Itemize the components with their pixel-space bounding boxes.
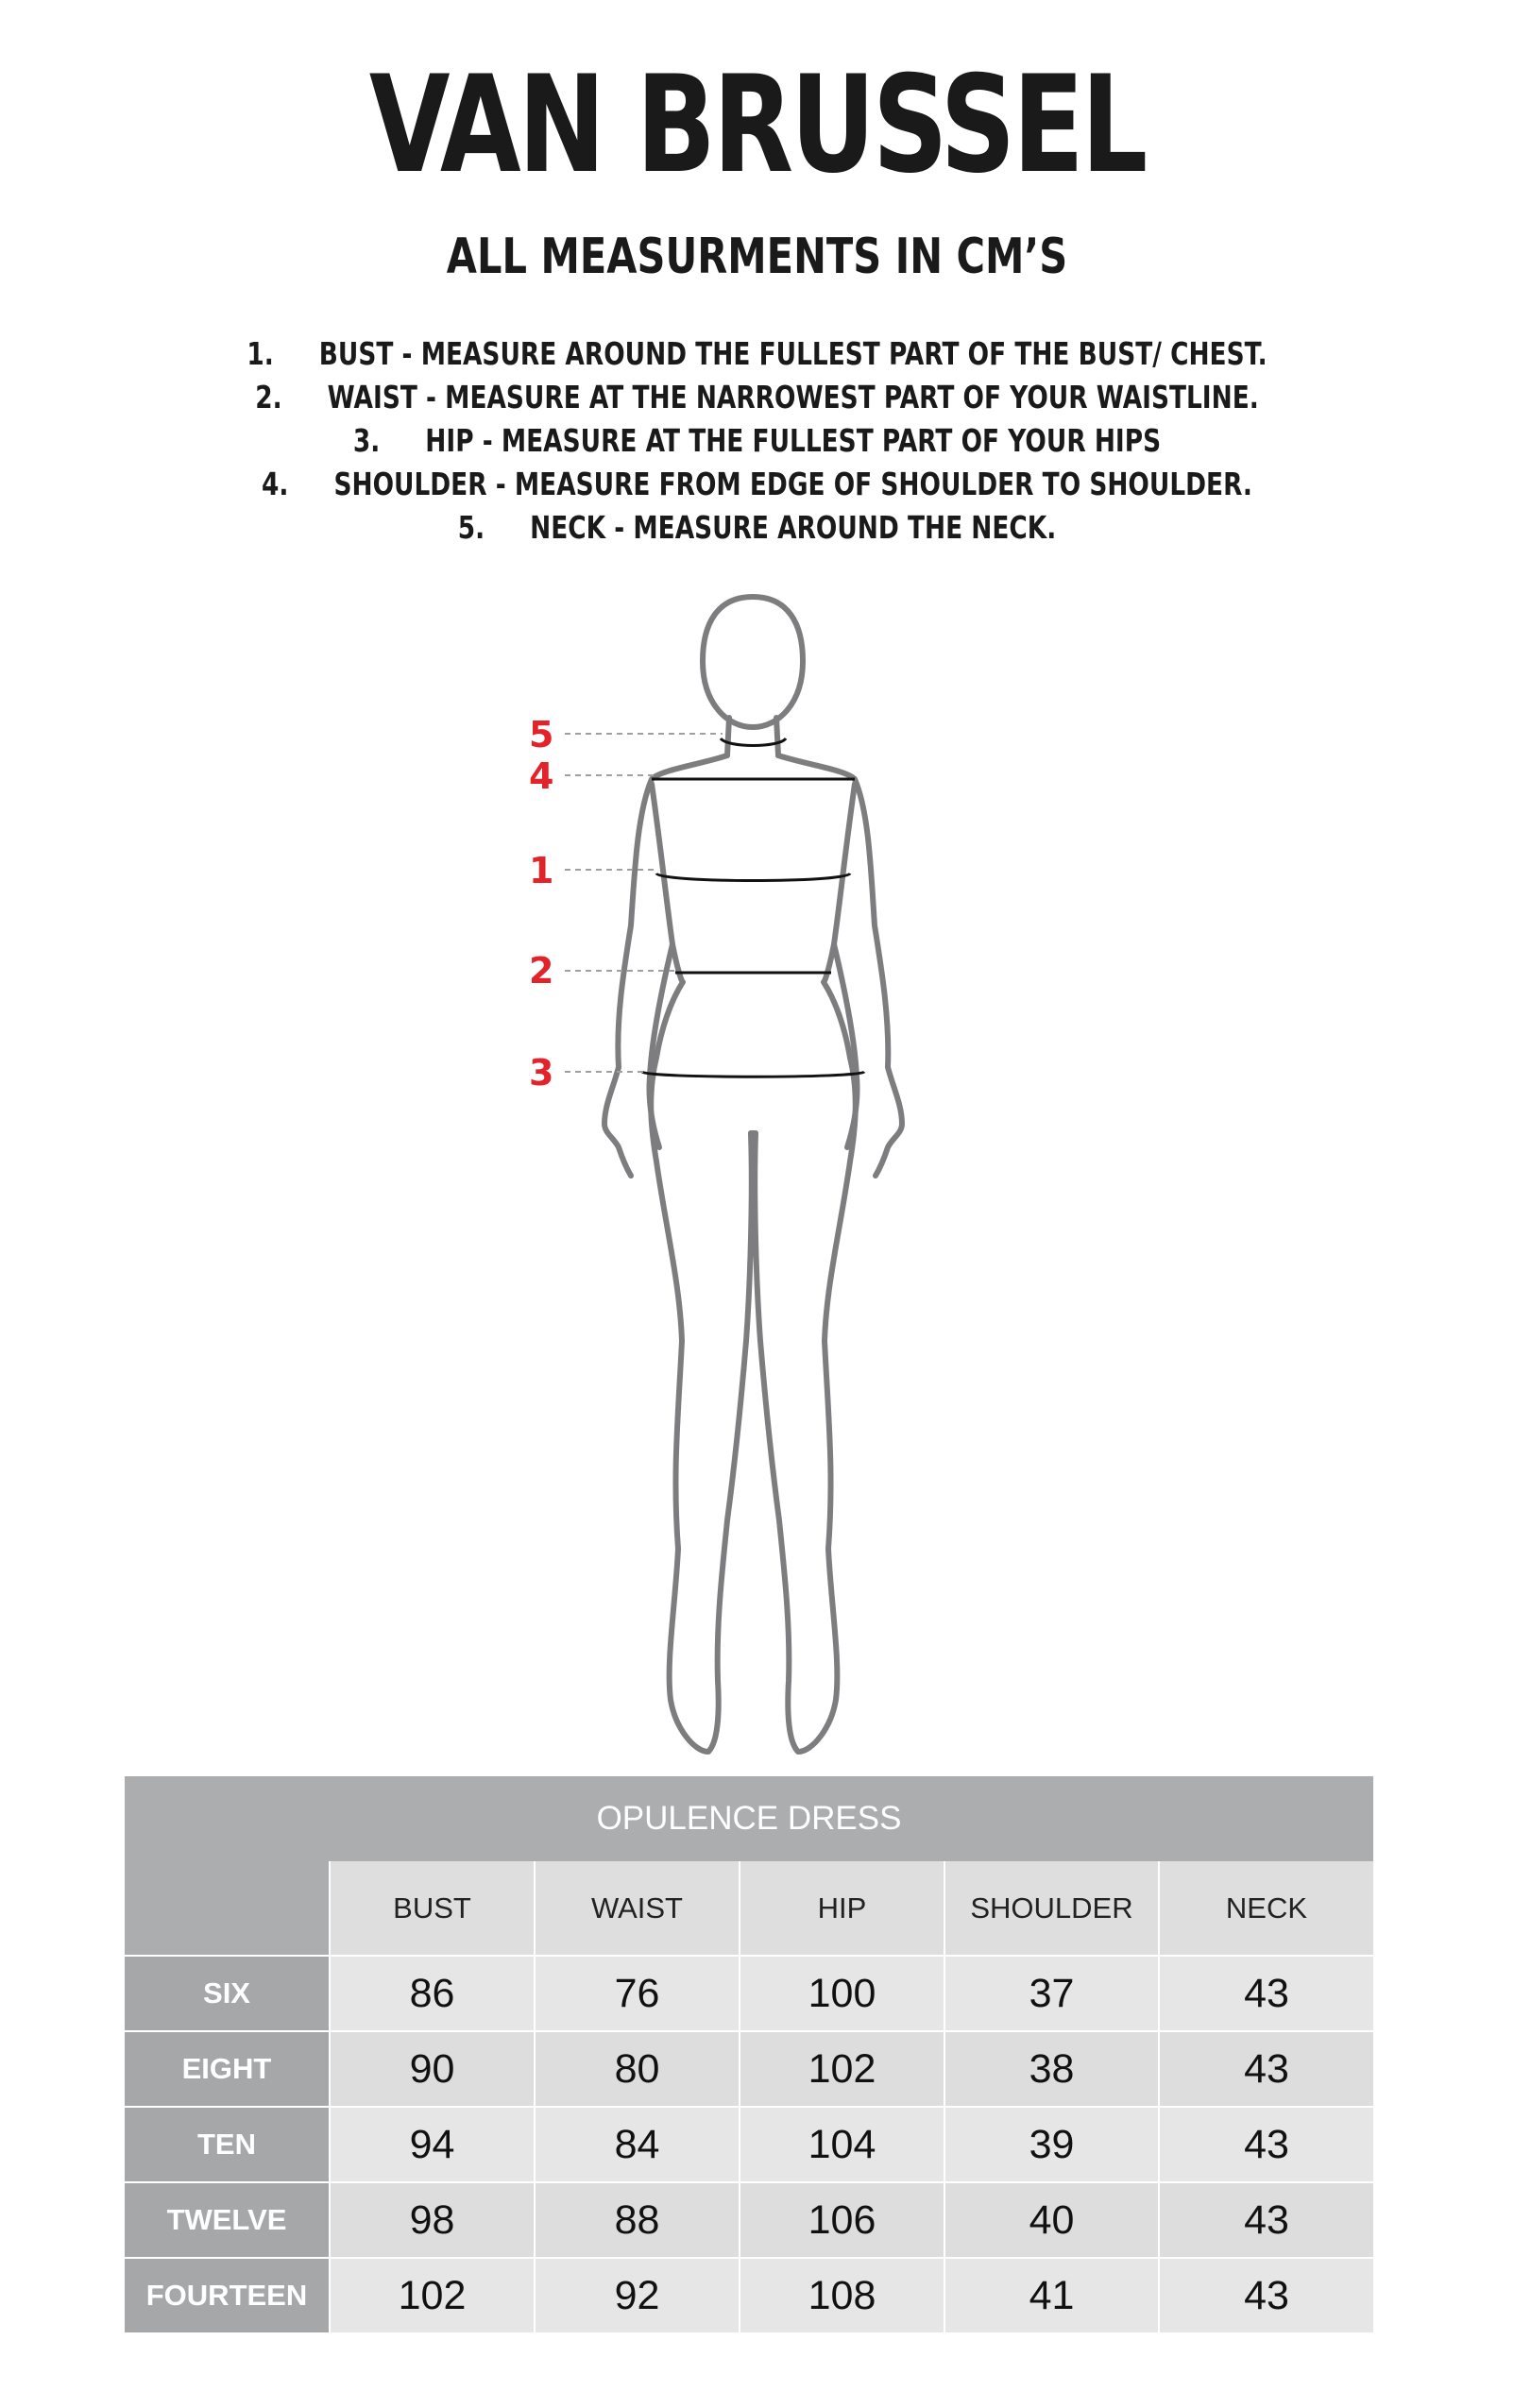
instruction-3 xyxy=(151,422,1362,459)
instruction-2 xyxy=(151,379,1362,415)
marker-4: 4 xyxy=(529,755,554,797)
instruction-text: BUST - MEASURE AROUND THE FULLEST PART OF THE BUST/ CHEST. xyxy=(318,335,1267,372)
instruction-text: WAIST - MEASURE AT THE NARROWEST PART OF YOUR WAISTLINE. xyxy=(327,379,1259,415)
table-cell: 43 xyxy=(1159,2182,1373,2258)
table-cell: 84 xyxy=(535,2107,740,2182)
table-corner xyxy=(125,1861,330,1956)
body-measurement-figure xyxy=(0,567,1514,1766)
hip-measure-line xyxy=(642,1072,864,1077)
bust-measure-line xyxy=(656,873,850,881)
table-cell: 41 xyxy=(944,2258,1159,2332)
table-cell: 43 xyxy=(1159,2031,1373,2107)
table-row xyxy=(125,2107,1373,2182)
table-cell: 108 xyxy=(740,2258,944,2332)
table-cell: 39 xyxy=(944,2107,1159,2182)
row-header-size: FOURTEEN xyxy=(125,2258,330,2332)
instruction-number: 5. xyxy=(457,509,485,546)
instruction-text: SHOULDER - MEASURE FROM EDGE OF SHOULDER TO SHOULDER. xyxy=(333,466,1252,502)
table-cell: 102 xyxy=(330,2258,535,2332)
table-cell: 98 xyxy=(330,2182,535,2258)
table-row xyxy=(125,2031,1373,2107)
instruction-5 xyxy=(151,509,1362,546)
row-header-size: SIX xyxy=(125,1956,330,2031)
table-cell: 94 xyxy=(330,2107,535,2182)
row-header-size: TWELVE xyxy=(125,2182,330,2258)
column-header-shoulder: SHOULDER xyxy=(944,1861,1159,1956)
instruction-4 xyxy=(151,468,1362,500)
size-chart-table xyxy=(125,1776,1373,2332)
table-row xyxy=(125,1956,1373,2031)
instruction-text: HIP - MEASURE AT THE FULLEST PART OF YOUR HIPS xyxy=(425,422,1162,459)
table-cell: 40 xyxy=(944,2182,1159,2258)
marker-3: 3 xyxy=(529,1052,554,1094)
table-row xyxy=(125,2182,1373,2258)
table-cell: 92 xyxy=(535,2258,740,2332)
table-cell: 86 xyxy=(330,1956,535,2031)
brand-title: VAN BRUSSEL xyxy=(368,47,1146,203)
marker-1: 1 xyxy=(529,850,554,891)
instruction-1 xyxy=(151,335,1362,372)
table-title: OPULENCE DRESS xyxy=(125,1776,1373,1861)
table-cell: 102 xyxy=(740,2031,944,2107)
row-header-size: TEN xyxy=(125,2107,330,2182)
table-cell: 90 xyxy=(330,2031,535,2107)
table-cell: 106 xyxy=(740,2182,944,2258)
instruction-number: 3. xyxy=(352,422,381,459)
column-header-hip: HIP xyxy=(740,1861,944,1956)
table-cell: 100 xyxy=(740,1956,944,2031)
table-row xyxy=(125,2258,1373,2332)
table-cell: 43 xyxy=(1159,1956,1373,2031)
marker-2: 2 xyxy=(529,950,554,992)
instruction-number: 1. xyxy=(247,335,274,372)
column-header-bust: BUST xyxy=(330,1861,535,1956)
table-cell: 43 xyxy=(1159,2107,1373,2182)
table-cell: 43 xyxy=(1159,2258,1373,2332)
table-cell: 80 xyxy=(535,2031,740,2107)
marker-5: 5 xyxy=(529,714,554,755)
row-header-size: EIGHT xyxy=(125,2031,330,2107)
table-cell: 88 xyxy=(535,2182,740,2258)
units-subtitle: ALL MEASURMENTS IN CM’S xyxy=(446,229,1068,285)
table-cell: 38 xyxy=(944,2031,1159,2107)
table-cell: 76 xyxy=(535,1956,740,2031)
table-cell: 104 xyxy=(740,2107,944,2182)
instruction-text: NECK - MEASURE AROUND THE NECK. xyxy=(530,509,1057,546)
column-header-waist: WAIST xyxy=(535,1861,740,1956)
instruction-number: 2. xyxy=(255,379,282,415)
instruction-number: 4. xyxy=(262,466,289,502)
table-cell: 37 xyxy=(944,1956,1159,2031)
column-header-neck: NECK xyxy=(1159,1861,1373,1956)
